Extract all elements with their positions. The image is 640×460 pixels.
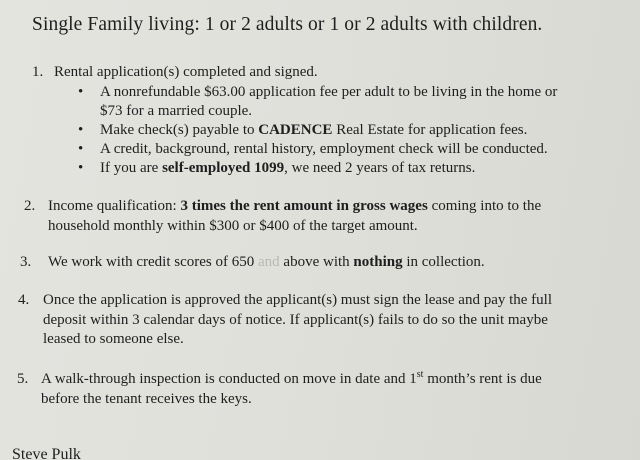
item-3-number: 3. — [20, 254, 32, 270]
item-1-text: Rental application(s) completed and signed. — [54, 64, 318, 80]
signature-name: Steve Pulk — [12, 446, 81, 460]
bullet-dot: • — [78, 84, 84, 100]
faded-word: and — [258, 254, 280, 270]
credit-score: 650 — [231, 254, 255, 270]
document-page: Single Family living: 1 or 2 adults or 1 or 2 adults with children. 1. Rental application(s) completed and signed. • A nonrefundable $63.00 application fee per adult to be living in the home or $73 for a married couple. • Make check(s) payable to CADENCE Real Estate for application fees. • A credit, background, rental history, employment check will be conducted. • If you are self-employed 1099, we need 2 years of tax returns. 2. Income qualification: 3 times the rent amount in gross wages coming into to the household monthly within $300 or $400 of the target amount. 3. We work with credit scores of 650 and above with nothing in collection. 4. Once the application is approved the applicant(s) must sign the lease and pay the full deposit within 3 calendar days of notice. If applicant(s) fails to do so the unit maybe leased to someone else. 5. A walk-through inspection is conducted on move in date and 1st month’s rent is due before the tenant receives the keys. Steve Pulk — [0, 0, 640, 460]
item-1-bullets — [76, 83, 557, 178]
bullet-application-fee: • A nonrefundable $63.00 application fee per adult to be living in the home or $73 for a married couple. — [78, 84, 558, 119]
bullet-dot: • — [78, 141, 84, 157]
company-name: CADENCE — [258, 122, 333, 138]
item-1-number: 1. — [32, 64, 44, 80]
bullet-check-payable: • Make check(s) payable to CADENCE Real Estate for application fees. — [78, 122, 528, 138]
item-4-number: 4. — [18, 292, 30, 308]
document-title: Single Family living: 1 or 2 adults or 1 or 2 adults with children. — [32, 14, 543, 35]
income-requirement: 3 times the rent amount in gross wages — [180, 198, 428, 214]
bullet-credit-check: • A credit, background, rental history, employment check will be conducted. — [78, 141, 548, 157]
bullet-self-employed: • If you are self-employed 1099, we need 2 years of tax returns. — [78, 160, 476, 176]
bullet-dot: • — [78, 122, 84, 138]
bullet-dot: • — [78, 160, 84, 176]
item-2-number: 2. — [24, 198, 36, 214]
item-5-number: 5. — [17, 371, 29, 387]
